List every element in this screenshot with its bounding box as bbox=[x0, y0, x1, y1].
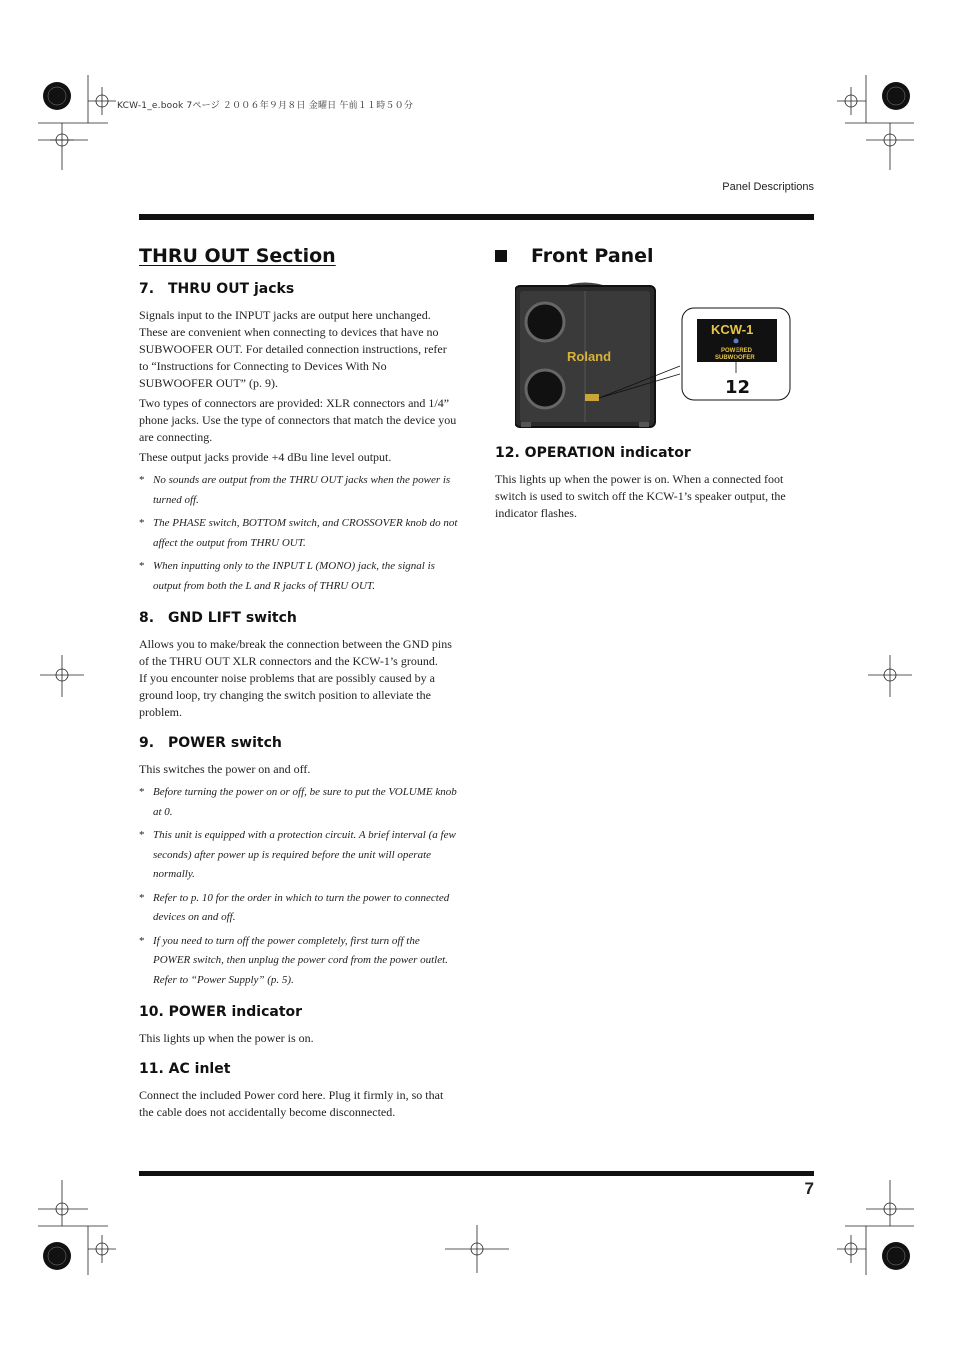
heading-text: GND LIFT switch bbox=[168, 610, 297, 626]
paragraph: Allows you to make/break the connection between the GND pins of the THRU OUT XLR connectors and the KCW-1’s ground. bbox=[139, 637, 452, 668]
heading-number: 8. bbox=[139, 610, 155, 626]
heading-ac-inlet: 11. AC inlet bbox=[139, 1061, 231, 1077]
asterisk-icon: * bbox=[139, 517, 145, 529]
model-label: KCW-1 bbox=[711, 322, 754, 337]
heading-text: THRU OUT jacks bbox=[168, 281, 295, 297]
top-rule bbox=[139, 214, 814, 220]
square-bullet-icon bbox=[495, 250, 507, 262]
note-text: Refer to p. 10 for the order in which to turn the power to connected devices on and off. bbox=[153, 891, 450, 923]
note-text: The PHASE switch, BOTTOM switch, and CROSSOVER knob do not affect the output from THRU OUT. bbox=[153, 517, 458, 549]
right-column bbox=[495, 245, 815, 525]
note bbox=[139, 783, 459, 822]
note bbox=[139, 889, 459, 928]
heading-power-indicator: 10. POWER indicator bbox=[139, 1004, 303, 1020]
note bbox=[139, 826, 459, 885]
section-title-text: Front Panel bbox=[531, 245, 654, 267]
heading-thru-out-jacks bbox=[139, 281, 459, 297]
asterisk-icon: * bbox=[139, 474, 145, 486]
subwoofer-illustration bbox=[515, 281, 815, 431]
heading-operation-indicator: 12. OPERATION indicator bbox=[495, 445, 691, 461]
paragraph: Two types of connectors are provided: XLR connectors and 1/4” phone jacks. Use the type of connectors that match the device you are connecting. bbox=[139, 396, 457, 444]
brand-logo: Roland bbox=[567, 349, 612, 364]
asterisk-icon: * bbox=[139, 891, 145, 904]
bottom-rule bbox=[139, 1171, 814, 1176]
paragraph: These output jacks provide +4 dBu line level output. bbox=[139, 450, 392, 464]
heading-number: 9. bbox=[139, 735, 155, 751]
note-text: This unit is equipped with a protection circuit. A brief interval (a few seconds) after power up is required before the unit will operate normally. bbox=[153, 829, 456, 880]
callout-number: 12 bbox=[725, 377, 751, 398]
heading-power-switch bbox=[139, 735, 459, 751]
note-text: If you need to turn off the power completely, first turn off the POWER switch, then unplug the power cord from the power outlet. Refer to “Power Supply” (p. 5). bbox=[153, 934, 448, 986]
badge-line-2: SUBWOOFER bbox=[715, 355, 755, 361]
asterisk-icon: * bbox=[139, 829, 145, 841]
section-title-front-panel bbox=[495, 245, 815, 267]
paragraph: This switches the power on and off. bbox=[139, 762, 311, 776]
paragraph: This lights up when the power is on. When a connected foot switch is used to switch off the KCW-1’s speaker output, the indicator flashes. bbox=[495, 472, 786, 520]
front-panel-figure bbox=[515, 281, 815, 431]
badge-line-1: POWERED bbox=[721, 348, 753, 354]
note-text: When inputting only to the INPUT L (MONO) jack, the signal is output from both the L and R jacks of THRU OUT. bbox=[153, 560, 435, 592]
heading-gnd-lift-switch bbox=[139, 610, 459, 626]
paragraph: This lights up when the power is on. bbox=[139, 1031, 314, 1045]
asterisk-icon: * bbox=[139, 786, 145, 798]
section-title-thru-out: THRU OUT Section bbox=[139, 245, 336, 267]
note bbox=[139, 557, 459, 596]
print-slug: KCW-1_e.book 7ページ ２００６年９月８日 金曜日 午前１１時５０分 bbox=[117, 101, 414, 111]
heading-number: 7. bbox=[139, 281, 155, 297]
asterisk-icon: * bbox=[139, 934, 145, 947]
operation-indicator-icon bbox=[734, 339, 739, 344]
note-text: Before turning the power on or off, be sure to put the VOLUME knob at 0. bbox=[153, 786, 457, 818]
left-column bbox=[139, 245, 459, 1124]
page-number: 7 bbox=[804, 1179, 814, 1198]
note bbox=[139, 932, 459, 991]
heading-text: POWER switch bbox=[168, 735, 282, 751]
paragraph: If you encounter noise problems that are possibly caused by a ground loop, try changing the switch position to alleviate the problem. bbox=[139, 671, 435, 719]
note bbox=[139, 471, 459, 510]
paragraph: Signals input to the INPUT jacks are output here unchanged. These are convenient when connecting to devices that have no SUBWOOFER OUT. For detailed connection instructions, refer to “Instructions for Connecting to Devices With No SUBWOOFER OUT” (p. 9). bbox=[139, 308, 447, 390]
note bbox=[139, 514, 459, 553]
paragraph: Connect the included Power cord here. Plug it firmly in, so that the cable does not accidentally become disconnected. bbox=[139, 1088, 444, 1119]
running-head: Panel Descriptions bbox=[722, 181, 814, 193]
note-text: No sounds are output from the THRU OUT jacks when the power is turned off. bbox=[153, 474, 451, 506]
asterisk-icon: * bbox=[139, 560, 145, 572]
